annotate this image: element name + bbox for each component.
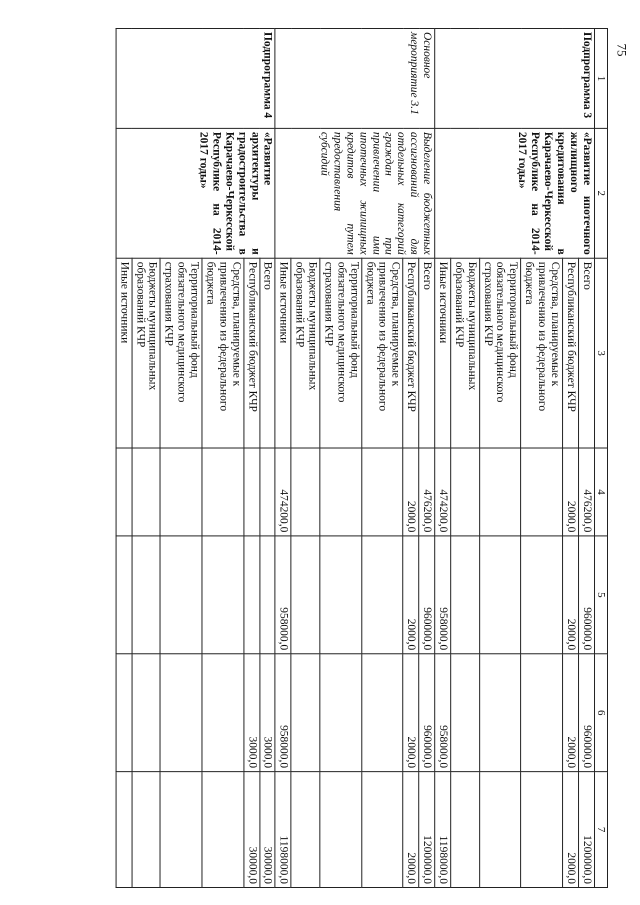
col-header: 6 bbox=[594, 654, 607, 772]
column-number-row bbox=[594, 28, 607, 887]
col-header: 3 bbox=[594, 258, 607, 448]
amount-cell: 2000,0 bbox=[403, 448, 419, 536]
amount-cell bbox=[160, 536, 202, 654]
funding-source-cell: Всего bbox=[259, 258, 275, 448]
amount-cell bbox=[132, 448, 161, 536]
program-name-cell: Подпрограмма 3 bbox=[435, 28, 594, 128]
amount-cell bbox=[479, 654, 521, 772]
table-row bbox=[419, 28, 435, 887]
amount-cell bbox=[259, 448, 275, 536]
amount-cell bbox=[320, 448, 362, 536]
col-header: 1 bbox=[594, 28, 607, 128]
funding-source-cell: Республиканский бюджет КЧР bbox=[244, 258, 260, 448]
funding-source-cell: Территориальный фонд обязательного медицинского страхования КЧР bbox=[479, 258, 521, 448]
amount-cell: 476200,0 bbox=[578, 448, 594, 536]
amount-cell bbox=[244, 448, 260, 536]
amount-cell bbox=[160, 772, 202, 888]
amount-cell bbox=[160, 654, 202, 772]
funding-source-cell: Территориальный фонд обязательного медицинского страхования КЧР bbox=[160, 258, 202, 448]
amount-cell: 1200000,0 bbox=[578, 772, 594, 888]
amount-cell bbox=[291, 654, 320, 772]
rotated-page bbox=[29, 28, 608, 887]
amount-cell bbox=[521, 654, 563, 772]
amount-cell bbox=[521, 448, 563, 536]
amount-cell: 2000,0 bbox=[562, 772, 578, 888]
amount-cell: 474200,0 bbox=[275, 448, 291, 536]
col-header: 4 bbox=[594, 448, 607, 536]
budget-table bbox=[115, 28, 608, 888]
amount-cell bbox=[116, 448, 132, 536]
amount-cell: 3000,0 bbox=[259, 654, 275, 772]
amount-cell: 474200,0 bbox=[435, 448, 451, 536]
program-name-cell: Основное мероприятие 3.1 bbox=[275, 28, 434, 128]
program-title-cell: Выделение бюджетных ассигнований для отдельных категорий граждан при привлечении ими ипотечных жилищных кредитов путем предоставления субсидий bbox=[275, 128, 434, 258]
program-name-cell: Подпрограмма 4 bbox=[116, 28, 275, 128]
amount-cell: 958000,0 bbox=[275, 654, 291, 772]
amount-cell: 1200000,0 bbox=[419, 772, 435, 888]
program-title-cell: «Развитие архитектуры и градостроительства в Карачаево-Черкесской Республике на 2014-2017 годы» bbox=[116, 128, 275, 258]
funding-source-cell: Всего bbox=[419, 258, 435, 448]
amount-cell bbox=[451, 772, 480, 888]
amount-cell: 1198000,0 bbox=[435, 772, 451, 888]
col-header: 2 bbox=[594, 128, 607, 258]
table-row bbox=[259, 28, 275, 887]
amount-cell: 958000,0 bbox=[435, 654, 451, 772]
col-header: 7 bbox=[594, 772, 607, 888]
amount-cell: 2000,0 bbox=[403, 536, 419, 654]
amount-cell bbox=[202, 654, 244, 772]
amount-cell bbox=[132, 654, 161, 772]
amount-cell bbox=[479, 772, 521, 888]
amount-cell bbox=[132, 536, 161, 654]
amount-cell bbox=[451, 536, 480, 654]
amount-cell bbox=[320, 654, 362, 772]
amount-cell bbox=[361, 448, 403, 536]
funding-source-cell: Республиканский бюджет КЧР bbox=[403, 258, 419, 448]
amount-cell bbox=[320, 772, 362, 888]
funding-source-cell: Территориальный фонд обязательного медицинского страхования КЧР bbox=[320, 258, 362, 448]
funding-source-cell: Средства, планируемые к привлечению из федерального бюджета bbox=[361, 258, 403, 448]
amount-cell: 2000,0 bbox=[562, 536, 578, 654]
page-number: 75 bbox=[614, 43, 630, 57]
amount-cell bbox=[361, 654, 403, 772]
funding-source-cell: Средства, планируемые к привлечению из федерального бюджета bbox=[202, 258, 244, 448]
amount-cell bbox=[361, 536, 403, 654]
amount-cell bbox=[451, 654, 480, 772]
amount-cell bbox=[479, 536, 521, 654]
amount-cell bbox=[320, 536, 362, 654]
amount-cell bbox=[361, 772, 403, 888]
amount-cell bbox=[116, 536, 132, 654]
amount-cell: 476200,0 bbox=[419, 448, 435, 536]
amount-cell bbox=[291, 772, 320, 888]
amount-cell: 30000,0 bbox=[259, 772, 275, 888]
amount-cell bbox=[202, 448, 244, 536]
amount-cell: 2000,0 bbox=[562, 448, 578, 536]
amount-cell: 2000,0 bbox=[403, 654, 419, 772]
amount-cell bbox=[521, 536, 563, 654]
amount-cell: 2000,0 bbox=[403, 772, 419, 888]
amount-cell bbox=[451, 448, 480, 536]
amount-cell bbox=[202, 772, 244, 888]
funding-source-cell: Бюджеты муниципальных образований КЧР bbox=[451, 258, 480, 448]
amount-cell bbox=[202, 536, 244, 654]
program-title-cell: «Развитие ипотечного жилищного кредитования в Карачаево-Черкесской Республике на 2014-2017 годы» bbox=[435, 128, 594, 258]
funding-source-cell: Иные источники bbox=[435, 258, 451, 448]
funding-source-cell: Бюджеты муниципальных образований КЧР bbox=[132, 258, 161, 448]
amount-cell: 30000,0 bbox=[244, 772, 260, 888]
funding-source-cell: Бюджеты муниципальных образований КЧР bbox=[291, 258, 320, 448]
amount-cell bbox=[291, 448, 320, 536]
amount-cell: 960000,0 bbox=[419, 536, 435, 654]
amount-cell: 958000,0 bbox=[275, 536, 291, 654]
amount-cell: 1198000,0 bbox=[275, 772, 291, 888]
funding-source-cell: Республиканский бюджет КЧР bbox=[562, 258, 578, 448]
amount-cell bbox=[291, 536, 320, 654]
funding-source-cell: Всего bbox=[578, 258, 594, 448]
funding-source-cell: Иные источники bbox=[275, 258, 291, 448]
table-row bbox=[578, 28, 594, 887]
amount-cell: 3000,0 bbox=[244, 654, 260, 772]
amount-cell bbox=[160, 448, 202, 536]
amount-cell bbox=[259, 536, 275, 654]
amount-cell bbox=[244, 536, 260, 654]
funding-source-cell: Иные источники bbox=[116, 258, 132, 448]
amount-cell: 960000,0 bbox=[419, 654, 435, 772]
amount-cell bbox=[132, 772, 161, 888]
amount-cell: 958000,0 bbox=[435, 536, 451, 654]
amount-cell bbox=[479, 448, 521, 536]
funding-source-cell: Средства, планируемые к привлечению из федерального бюджета bbox=[521, 258, 563, 448]
amount-cell: 2000,0 bbox=[562, 654, 578, 772]
amount-cell bbox=[116, 654, 132, 772]
amount-cell bbox=[521, 772, 563, 888]
amount-cell bbox=[116, 772, 132, 888]
amount-cell: 960000,0 bbox=[578, 654, 594, 772]
col-header: 5 bbox=[594, 536, 607, 654]
amount-cell: 960000,0 bbox=[578, 536, 594, 654]
